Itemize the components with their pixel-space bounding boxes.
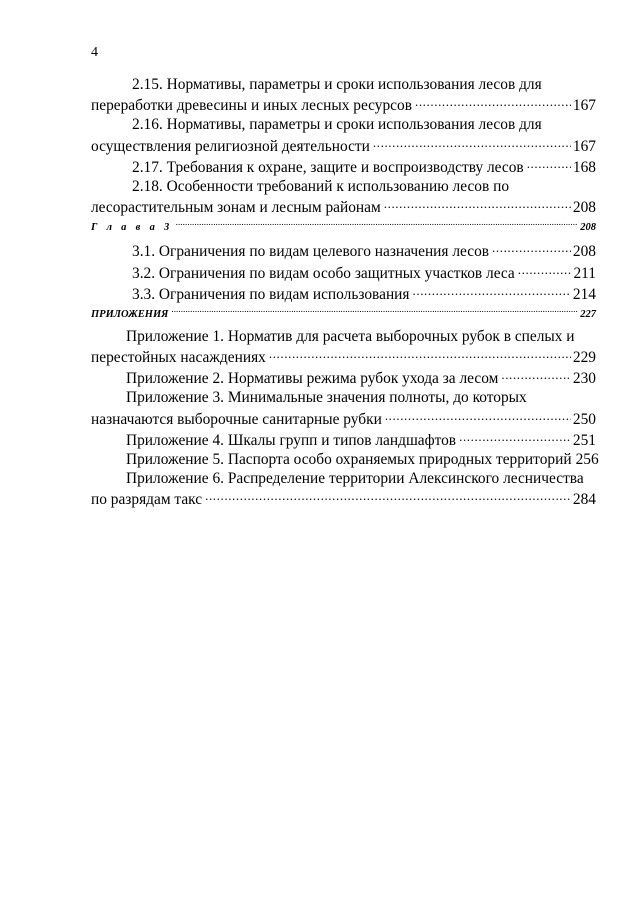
toc-appendix-2 xyxy=(91,368,596,389)
toc-entry-2-16-line-2 xyxy=(91,135,596,156)
toc-appendix-6-line-2 xyxy=(91,489,596,510)
toc-entry-text: 2.15. Нормативы, параметры и сроки использования лесов для xyxy=(132,76,542,93)
dot-leader xyxy=(171,306,578,317)
toc-entry-3-1 xyxy=(91,241,596,262)
toc-heading-text: Г л а в а 3 xyxy=(91,221,173,233)
dot-leader xyxy=(413,284,571,299)
toc-entry-text: Приложение 5. Паспорта особо охраняемых природных территорий xyxy=(126,450,572,468)
toc-entry-text: Приложение 3. Минимальные значения полноты, до которых xyxy=(126,389,527,407)
toc-entry-text: 3.2. Ограничения по видам особо защитных участков леса xyxy=(132,264,515,282)
toc-entry-text: 2.16. Нормативы, параметры и сроки использования лесов для xyxy=(132,116,542,134)
toc-page-number: 256 xyxy=(575,450,599,468)
dot-leader xyxy=(384,197,571,212)
toc-page-number: 168 xyxy=(572,158,596,176)
toc-page-number: 211 xyxy=(573,264,596,282)
toc-page-number: 167 xyxy=(572,137,596,155)
toc-entry-text: перестойных насаждениях xyxy=(91,349,266,367)
toc-appendix-1-line-2 xyxy=(91,347,596,368)
toc-entry-text: осуществления религиозной деятельности xyxy=(91,137,370,155)
toc-page-number: 250 xyxy=(572,410,596,428)
toc-entry-3-2 xyxy=(91,262,596,283)
toc-appendix-5 xyxy=(91,450,599,470)
toc-entry-text: Приложение 4. Шкалы групп и типов ландшафтов xyxy=(126,431,457,449)
toc-appendix-3-line-2 xyxy=(91,408,596,429)
toc-entry-2-16-line-1 xyxy=(91,116,596,135)
toc-appendix-4 xyxy=(91,430,596,451)
dot-leader xyxy=(373,135,571,150)
dot-leader xyxy=(205,489,571,504)
dot-leader xyxy=(385,408,571,423)
toc-page-number: 167 xyxy=(572,97,596,115)
toc-page-number: 214 xyxy=(572,285,596,303)
toc-appendices-heading xyxy=(91,306,596,323)
toc-entry-text: 3.1. Ограничения по видам целевого назначения лесов xyxy=(132,243,490,261)
toc-entry-text: 2.17. Требования к охране, защите и воспроизводству лесов xyxy=(132,158,524,176)
table-of-contents xyxy=(91,76,599,510)
toc-page-number: 208 xyxy=(580,221,596,233)
dot-leader xyxy=(527,156,571,171)
dot-leader xyxy=(492,241,571,256)
toc-entry-text: 2.18. Особенности требований к использованию лесов по xyxy=(132,177,510,195)
toc-entry-text: назначаются выборочные санитарные рубки xyxy=(91,410,382,428)
toc-entry-2-15-line-1 xyxy=(91,76,596,95)
dot-leader xyxy=(415,95,571,110)
toc-entry-2-17 xyxy=(91,156,596,177)
toc-entry-2-15-line-2 xyxy=(91,95,596,116)
toc-chapter-3-heading xyxy=(91,219,596,236)
toc-entry-2-18-line-1 xyxy=(91,178,596,197)
dot-leader xyxy=(459,430,571,445)
toc-page-number: 230 xyxy=(572,370,596,388)
toc-entry-text: по разрядам такс xyxy=(91,491,203,508)
toc-page-number: 251 xyxy=(572,431,596,449)
toc-appendix-1-line-1 xyxy=(91,328,596,347)
toc-appendix-6-line-1 xyxy=(91,470,596,489)
toc-appendix-3-line-1 xyxy=(91,389,596,408)
toc-entry-text: Приложение 2. Нормативы режима рубок ухода за лесом xyxy=(126,370,499,388)
toc-entry-2-18-line-2 xyxy=(91,197,596,218)
toc-entry-3-3 xyxy=(91,284,596,305)
toc-page-number: 208 xyxy=(572,199,596,216)
toc-page-number: 229 xyxy=(572,349,596,367)
toc-entry-text: лесорастительным зонам и лесным районам xyxy=(91,199,381,216)
dot-leader xyxy=(501,368,571,383)
page-number: 4 xyxy=(91,45,98,60)
toc-heading-text: ПРИЛОЖЕНИЯ xyxy=(91,308,169,320)
toc-entry-text: 3.3. Ограничения по видам использования xyxy=(132,285,410,303)
toc-page-number: 227 xyxy=(580,308,596,320)
dot-leader xyxy=(518,262,572,277)
toc-entry-text: переработки древесины и иных лесных ресурсов xyxy=(91,97,412,115)
toc-entry-text: Приложение 1. Норматив для расчета выборочных рубок в спелых и xyxy=(126,327,575,345)
toc-entry-text: Приложение 6. Распределение территории Алексинского лесничества xyxy=(126,469,584,487)
dot-leader xyxy=(269,347,571,362)
toc-page-number: 208 xyxy=(572,243,596,261)
toc-page-number: 284 xyxy=(572,491,596,508)
dot-leader xyxy=(176,219,579,230)
